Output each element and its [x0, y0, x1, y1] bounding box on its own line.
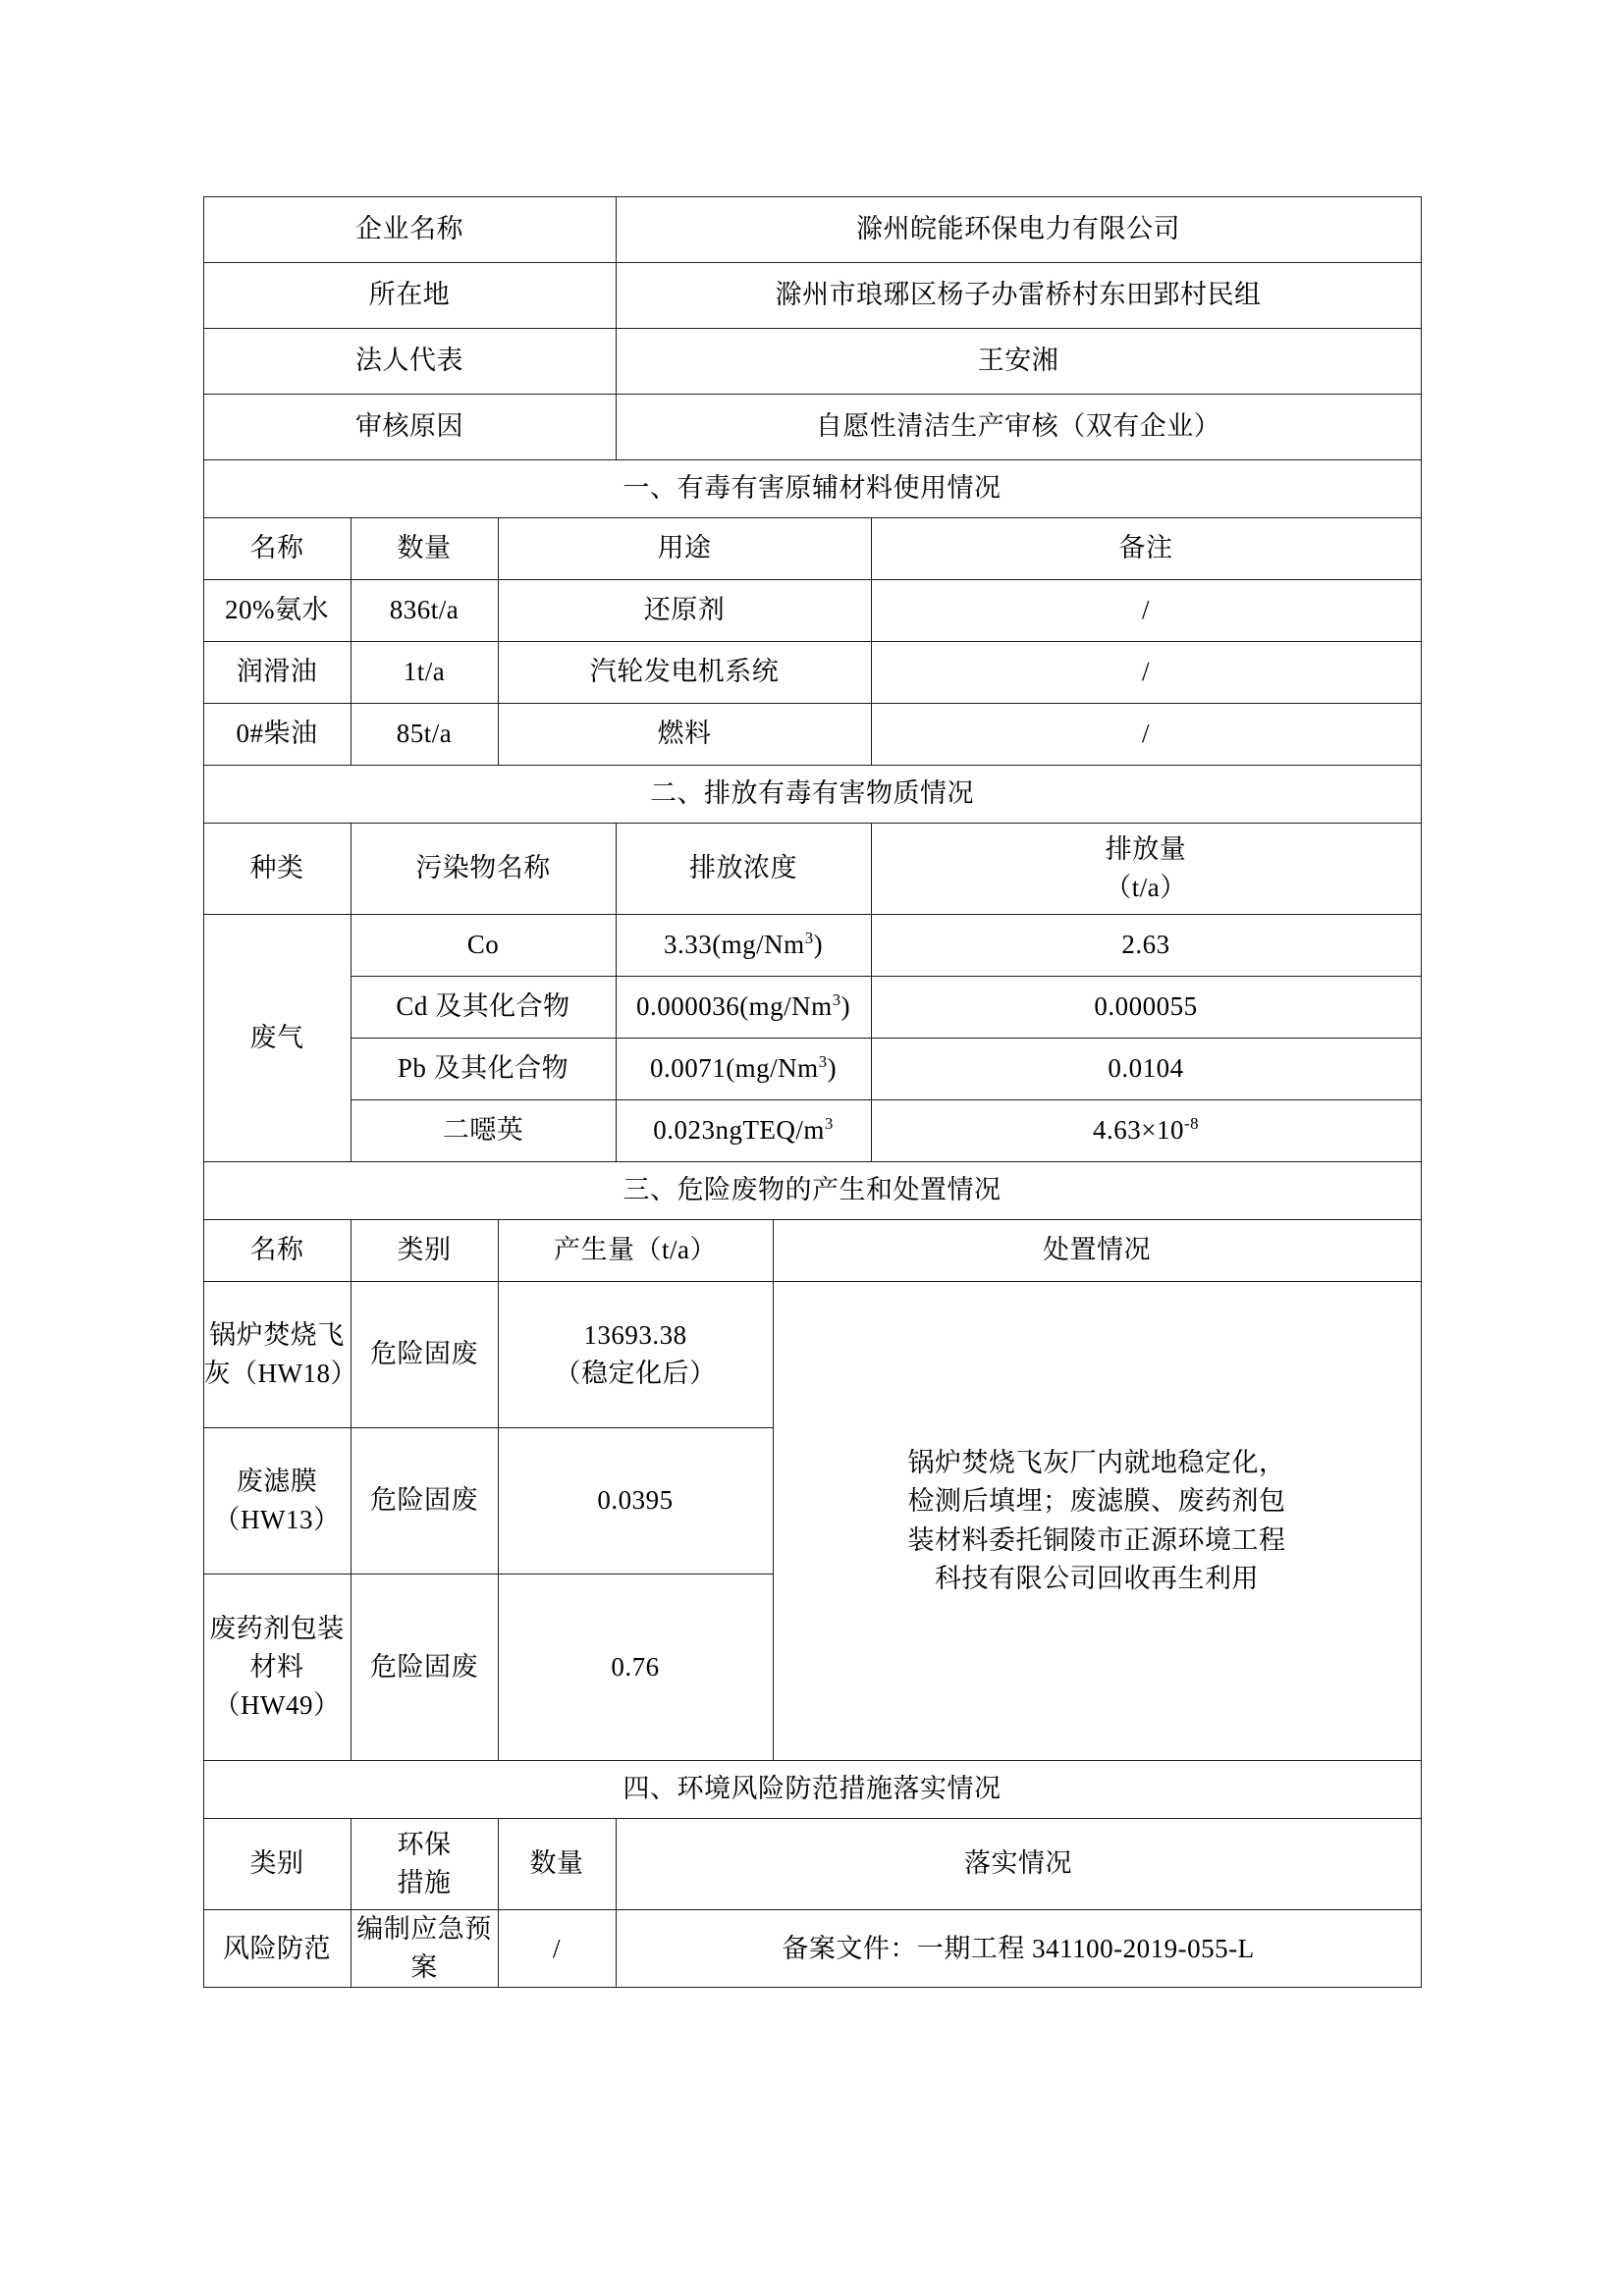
col-emission-amount-line1: 排放量 [1105, 833, 1187, 864]
disposal-line4: 科技有限公司回收再生利用 [935, 1563, 1259, 1593]
emission-kind-waste-gas: 废气 [203, 915, 351, 1162]
col-env-measure-line1: 环保 [397, 1829, 452, 1859]
pollutant-amount: 0.0104 [871, 1039, 1421, 1100]
pollutant-name: Cd 及其化合物 [351, 977, 616, 1039]
col-waste-disposal: 处置情况 [773, 1220, 1421, 1282]
value-location: 滁州市琅琊区杨子办雷桥村东田郢村民组 [616, 263, 1421, 329]
material-amount: 85t/a [351, 704, 498, 766]
waste-category: 危险固废 [351, 1428, 498, 1575]
col-waste-category: 类别 [351, 1220, 498, 1282]
col-pollutant-name: 污染物名称 [351, 824, 616, 915]
conc-value: 0.023ngTEQ/m [653, 1115, 825, 1146]
section1-title: 一、有毒有害原辅材料使用情况 [203, 460, 1421, 518]
table-row [203, 704, 1421, 766]
waste-quantity [498, 1282, 773, 1428]
pollutant-name: Co [351, 915, 616, 977]
waste-name-line2: 材料 [249, 1651, 304, 1682]
disposal-line3: 装材料委托铜陵市正源环境工程 [907, 1524, 1286, 1555]
conc-tail: ) [840, 991, 851, 1022]
section3-column-header-row [203, 1220, 1421, 1282]
waste-name-line1: 锅炉焚烧飞 [209, 1319, 345, 1350]
section-title-toxic-materials [203, 460, 1421, 518]
material-remark: / [871, 580, 1421, 642]
conc-superscript: 3 [804, 929, 814, 948]
waste-quantity: 0.76 [498, 1575, 773, 1761]
col-material-remark: 备注 [871, 518, 1421, 580]
label-location: 所在地 [203, 263, 616, 329]
section2-title: 二、排放有毒有害物质情况 [203, 766, 1421, 824]
section1-column-header-row [203, 518, 1421, 580]
col-material-name: 名称 [203, 518, 351, 580]
table-row [203, 1039, 1421, 1100]
section-title-emissions [203, 766, 1421, 824]
waste-name-line3: （HW49） [213, 1690, 341, 1721]
col-implementation-status: 落实情况 [616, 1819, 1421, 1910]
col-emission-amount-line2: （t/a） [1105, 873, 1187, 902]
conc-superscript: 3 [818, 1052, 828, 1072]
section-title-hazardous-waste [203, 1162, 1421, 1220]
pollutant-amount: 0.000055 [871, 977, 1421, 1039]
section3-title: 三、危险废物的产生和处置情况 [203, 1162, 1421, 1220]
conc-value: 3.33(mg/Nm [663, 930, 805, 960]
risk-quantity: / [498, 1910, 616, 1988]
material-name: 润滑油 [203, 642, 351, 704]
col-emission-concentration: 排放浓度 [616, 824, 871, 915]
waste-name-line2: 灰（HW18） [203, 1359, 357, 1388]
material-use: 还原剂 [498, 580, 871, 642]
disposal-line2: 检测后填埋；废滤膜、废药剂包 [907, 1486, 1286, 1517]
col-emission-amount [871, 824, 1421, 915]
material-name: 0#柴油 [203, 704, 351, 766]
waste-category: 危险固废 [351, 1575, 498, 1761]
waste-quantity-line2: （稳定化后） [554, 1359, 717, 1388]
table-row [203, 1282, 1421, 1428]
col-risk-quantity: 数量 [498, 1819, 616, 1910]
label-legal-representative: 法人代表 [203, 329, 616, 395]
risk-category: 风险防范 [203, 1910, 351, 1988]
material-remark: / [871, 642, 1421, 704]
waste-name-line2: （HW13） [213, 1505, 341, 1534]
pollutant-amount: 2.63 [871, 915, 1421, 977]
table-row-location [203, 263, 1421, 329]
section4-title: 四、环境风险防范措施落实情况 [203, 1761, 1421, 1819]
pollutant-concentration [616, 1039, 871, 1100]
material-use: 汽轮发电机系统 [498, 642, 871, 704]
pollutant-concentration [616, 915, 871, 977]
material-amount: 1t/a [351, 642, 498, 704]
pollutant-name: Pb 及其化合物 [351, 1039, 616, 1100]
conc-value: 0.000036(mg/Nm [635, 991, 833, 1022]
waste-name [203, 1282, 357, 1428]
col-risk-category: 类别 [203, 1819, 351, 1910]
amount-superscript: -8 [1184, 1114, 1199, 1134]
env-measure: 编制应急预案 [351, 1910, 498, 1988]
waste-disposal-description [773, 1282, 1421, 1761]
waste-quantity: 0.0395 [498, 1428, 773, 1575]
waste-category: 危险固废 [351, 1282, 498, 1428]
value-legal-representative: 王安湘 [616, 329, 1421, 395]
pollutant-concentration [616, 1100, 871, 1162]
conc-tail: ) [827, 1053, 838, 1084]
pollutant-amount [871, 1100, 1421, 1162]
waste-name [203, 1575, 351, 1761]
waste-name-line1: 废滤膜 [236, 1466, 318, 1496]
col-material-amount: 数量 [351, 518, 498, 580]
pollutant-concentration [616, 977, 871, 1039]
disposal-line1: 锅炉焚烧飞灰厂内就地稳定化， [907, 1448, 1286, 1478]
waste-name-line1: 废药剂包装 [209, 1613, 345, 1643]
conc-tail: ) [813, 930, 824, 960]
col-emission-kind: 种类 [203, 824, 351, 915]
environmental-disclosure-table [203, 196, 1422, 1988]
material-use: 燃料 [498, 704, 871, 766]
section4-column-header-row [203, 1819, 1421, 1910]
table-row-company-name [203, 197, 1421, 263]
table-row [203, 1910, 1421, 1988]
col-waste-name: 名称 [203, 1220, 351, 1282]
waste-name [203, 1428, 351, 1575]
col-material-use: 用途 [498, 518, 871, 580]
value-company-name: 滁州皖能环保电力有限公司 [616, 197, 1421, 263]
value-audit-reason: 自愿性清洁生产审核（双有企业） [616, 395, 1421, 460]
pollutant-name: 二噁英 [351, 1100, 616, 1162]
waste-quantity-line1: 13693.38 [583, 1319, 687, 1350]
table-row [203, 580, 1421, 642]
col-waste-quantity: 产生量（t/a） [498, 1220, 773, 1282]
col-env-measure [351, 1819, 498, 1910]
label-audit-reason: 审核原因 [203, 395, 616, 460]
conc-superscript: 3 [832, 990, 841, 1010]
section-title-risk-prevention [203, 1761, 1421, 1819]
material-remark: / [871, 704, 1421, 766]
table-row-legal-representative [203, 329, 1421, 395]
label-company-name: 企业名称 [203, 197, 616, 263]
table-row-audit-reason [203, 395, 1421, 460]
material-amount: 836t/a [351, 580, 498, 642]
implementation-status: 备案文件：一期工程 341100-2019-055-L [616, 1910, 1421, 1988]
section2-column-header-row [203, 824, 1421, 915]
table-row [203, 1100, 1421, 1162]
table-row [203, 977, 1421, 1039]
amount-value: 4.63×10 [1093, 1115, 1185, 1146]
material-name: 20%氨水 [203, 580, 351, 642]
conc-superscript: 3 [824, 1114, 834, 1134]
col-env-measure-line2: 措施 [397, 1868, 452, 1897]
table-row [203, 642, 1421, 704]
conc-value: 0.0071(mg/Nm [649, 1053, 819, 1084]
table-row [203, 915, 1421, 977]
